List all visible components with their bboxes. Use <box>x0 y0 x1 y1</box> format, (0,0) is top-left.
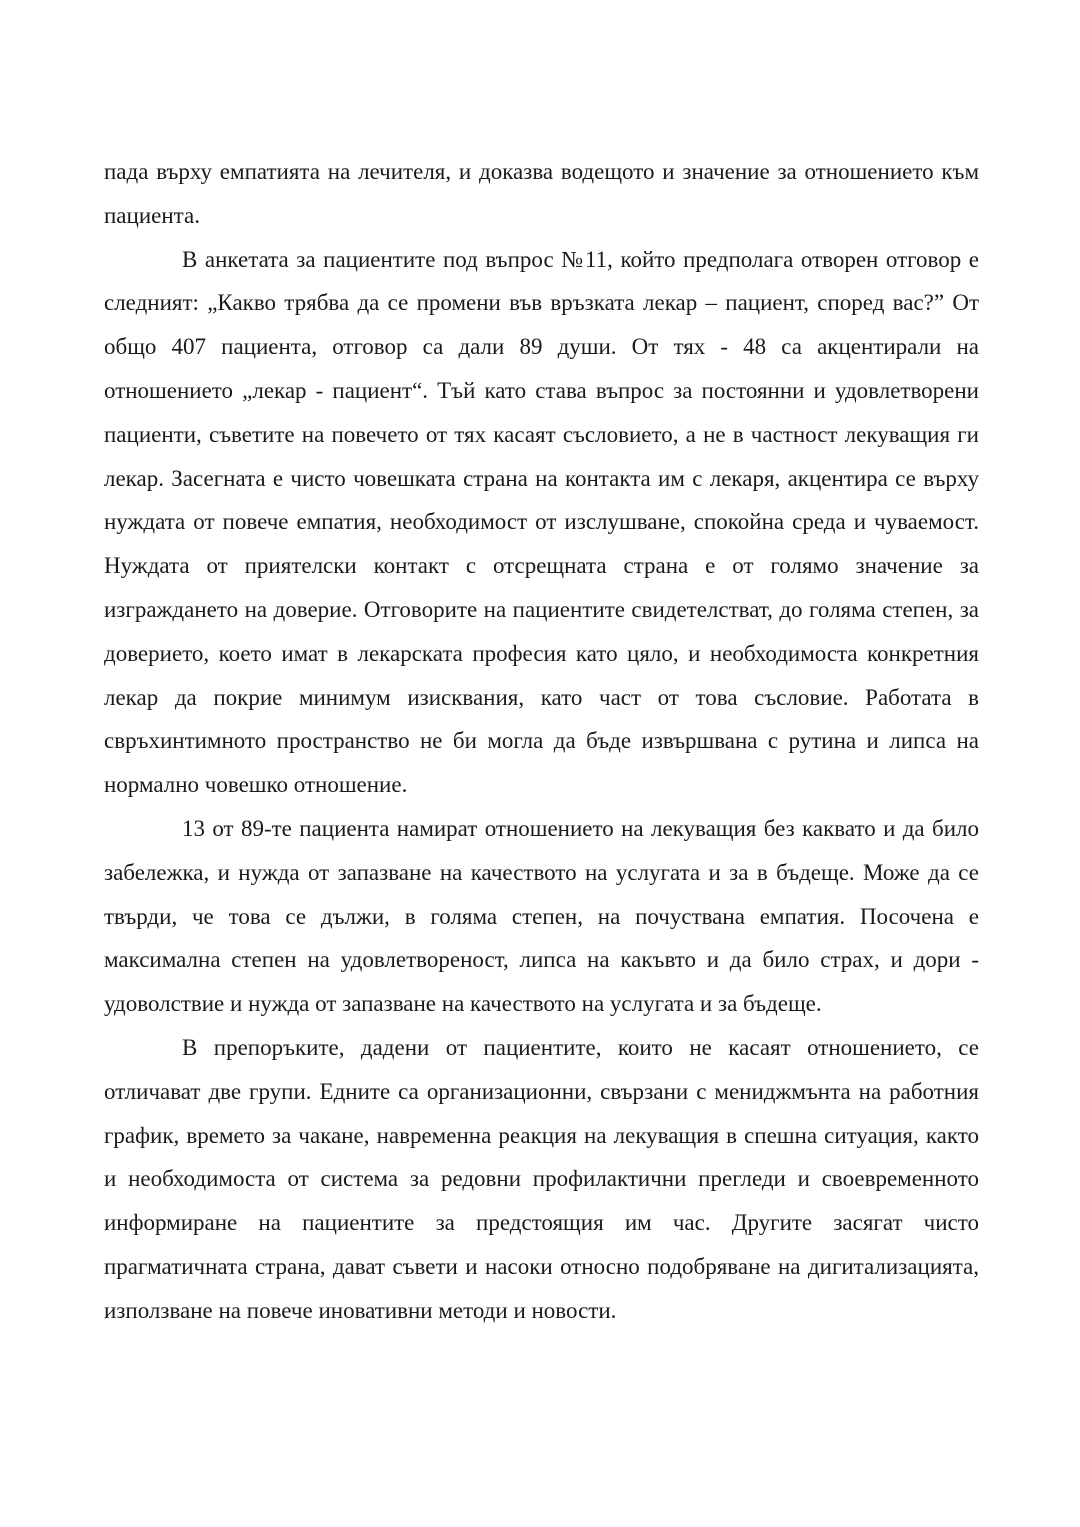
document-body <box>104 150 979 1333</box>
paragraph-satisfied-patients: 13 от 89-те пациента намират отношението на лекуващия без каквато и да било забележка, и нужда от запазване на качеството на услугата и за в бъдеще. Може да се твърди, че това се дължи, в голяма степен, на почуствана емпатия. Посочена е максимална степен на удовлетвореност, липса на какъвто и да било страх, и дори - удоволствие и нужда от запазване на качеството на услугата и за бъдеще. <box>104 815 979 1017</box>
paragraph-survey-question: В анкетата за пациентите под въпрос №11, който предполага отворен отговор е следният: „Какво трябва да се промени във връзката лекар – пациент, според вас?” От общо 407 пациента, отговор са дали 89 души. От тях - 48 са акцентирали на отношението „лекар - пациент“. Тъй като става въпрос за постоянни и удовлетворени пациенти, съветите на повечето от тях касаят съсловието, а не в частност лекуващия ги лекар. Засегната е чисто човешката страна на контакта им с лекаря, акцентира се върху нуждата от повече емпатия, необходимост от изслушване, спокойна среда и чуваемост. Нуждата от приятелски контакт с отсрещната страна е от голямо значение за изграждането на доверие. Отговорите на пациентите свидетелстват, до голяма степен, за доверието, което имат в лекарската професия като цяло, и необходимоста конкретния лекар да покрие минимум изисквания, като част от това съсловие. Работата в свръхинтимното пространство не би могла да бъде извършвана с рутина и липса на нормално човешко отношение. <box>104 246 979 798</box>
paragraph-continuation: пада върху емпатията на лечителя, и доказва водещото и значение за отношението към пациента. <box>104 159 979 228</box>
paragraph-recommendations: В препоръките, дадени от пациентите, които не касаят отношението, се отличават две групи. Едните са организационни, свързани с мениджмънта на работния график, времето за чакане, навременна реакция на лекуващия в спешна ситуация, както и необходимоста от система за редовни профилактични прегледи и своевременното информиране на пациентите за предстоящия им час. Другите засягат чисто прагматичната страна, дават съвети и насоки относно подобряване на дигитализацията, използване на повече иновативни методи и новости. <box>104 1034 979 1323</box>
